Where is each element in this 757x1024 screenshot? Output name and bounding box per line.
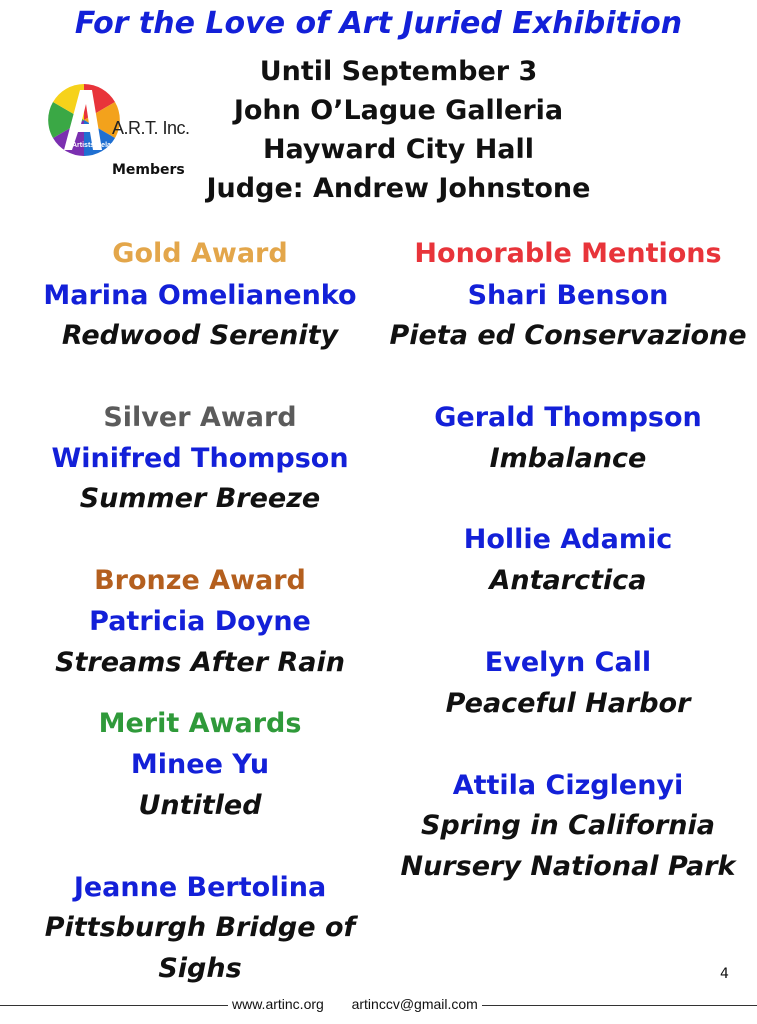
merit-artist-2: Jeanne Bertolina (73, 872, 327, 903)
merit-artist-1: Minee Yu (130, 749, 270, 780)
silver-award-heading: Silver Award (103, 402, 297, 433)
page-number: 4 (720, 966, 729, 982)
judge-line: Judge: Andrew Johnstone (206, 173, 591, 204)
logo-tagline: Artists Relaxing Together (72, 142, 157, 149)
silver-award-artist: Winifred Thompson (51, 443, 349, 474)
logo-wordmark: A.R.T. Inc. (112, 118, 190, 138)
bronze-award-heading: Bronze Award (94, 565, 306, 596)
footer-contact (228, 996, 482, 1012)
footer-email-link[interactable]: artinccv@gmail.com (351, 996, 478, 1012)
exhibition-dates: Until September 3 (259, 56, 538, 87)
honorable-artist-3: Hollie Adamic (463, 524, 673, 555)
venue-name: Hayward City Hall (262, 134, 535, 165)
honorable-work-5-line1: Spring in California (420, 810, 716, 841)
members-label: Members (112, 162, 185, 178)
footer-website-link[interactable]: www.artinc.org (232, 996, 324, 1012)
right-awards-column (378, 0, 757, 1000)
honorable-work-1: Pieta ed Conservazione (389, 320, 747, 351)
honorable-work-4: Peaceful Harbor (445, 688, 691, 719)
gold-award-work: Redwood Serenity (61, 320, 339, 351)
honorable-artist-2: Gerald Thompson (434, 402, 702, 433)
honorable-work-2: Imbalance (489, 443, 647, 474)
silver-award-work: Summer Breeze (79, 483, 321, 514)
honorable-artist-5: Attila Cizglenyi (452, 770, 684, 801)
honorable-artist-4: Evelyn Call (484, 647, 652, 678)
merit-work-2-line2: Sighs (158, 953, 242, 984)
merit-awards-heading: Merit Awards (98, 708, 302, 739)
honorable-work-5-line2: Nursery National Park (400, 851, 736, 882)
honorable-mentions-heading: Honorable Mentions (414, 238, 722, 269)
gold-award-heading: Gold Award (112, 238, 288, 269)
merit-work-1: Untitled (138, 790, 262, 821)
bronze-award-work: Streams After Rain (55, 647, 345, 678)
gallery-name: John O’Lague Galleria (233, 95, 564, 126)
merit-work-2-line1: Pittsburgh Bridge of (44, 912, 356, 943)
exhibition-title: For the Love of Art Juried Exhibition (74, 6, 683, 41)
gold-award-artist: Marina Omelianenko (43, 280, 357, 311)
honorable-artist-1: Shari Benson (467, 280, 669, 311)
bronze-award-artist: Patricia Doyne (89, 606, 311, 637)
honorable-work-3: Antarctica (489, 565, 647, 596)
